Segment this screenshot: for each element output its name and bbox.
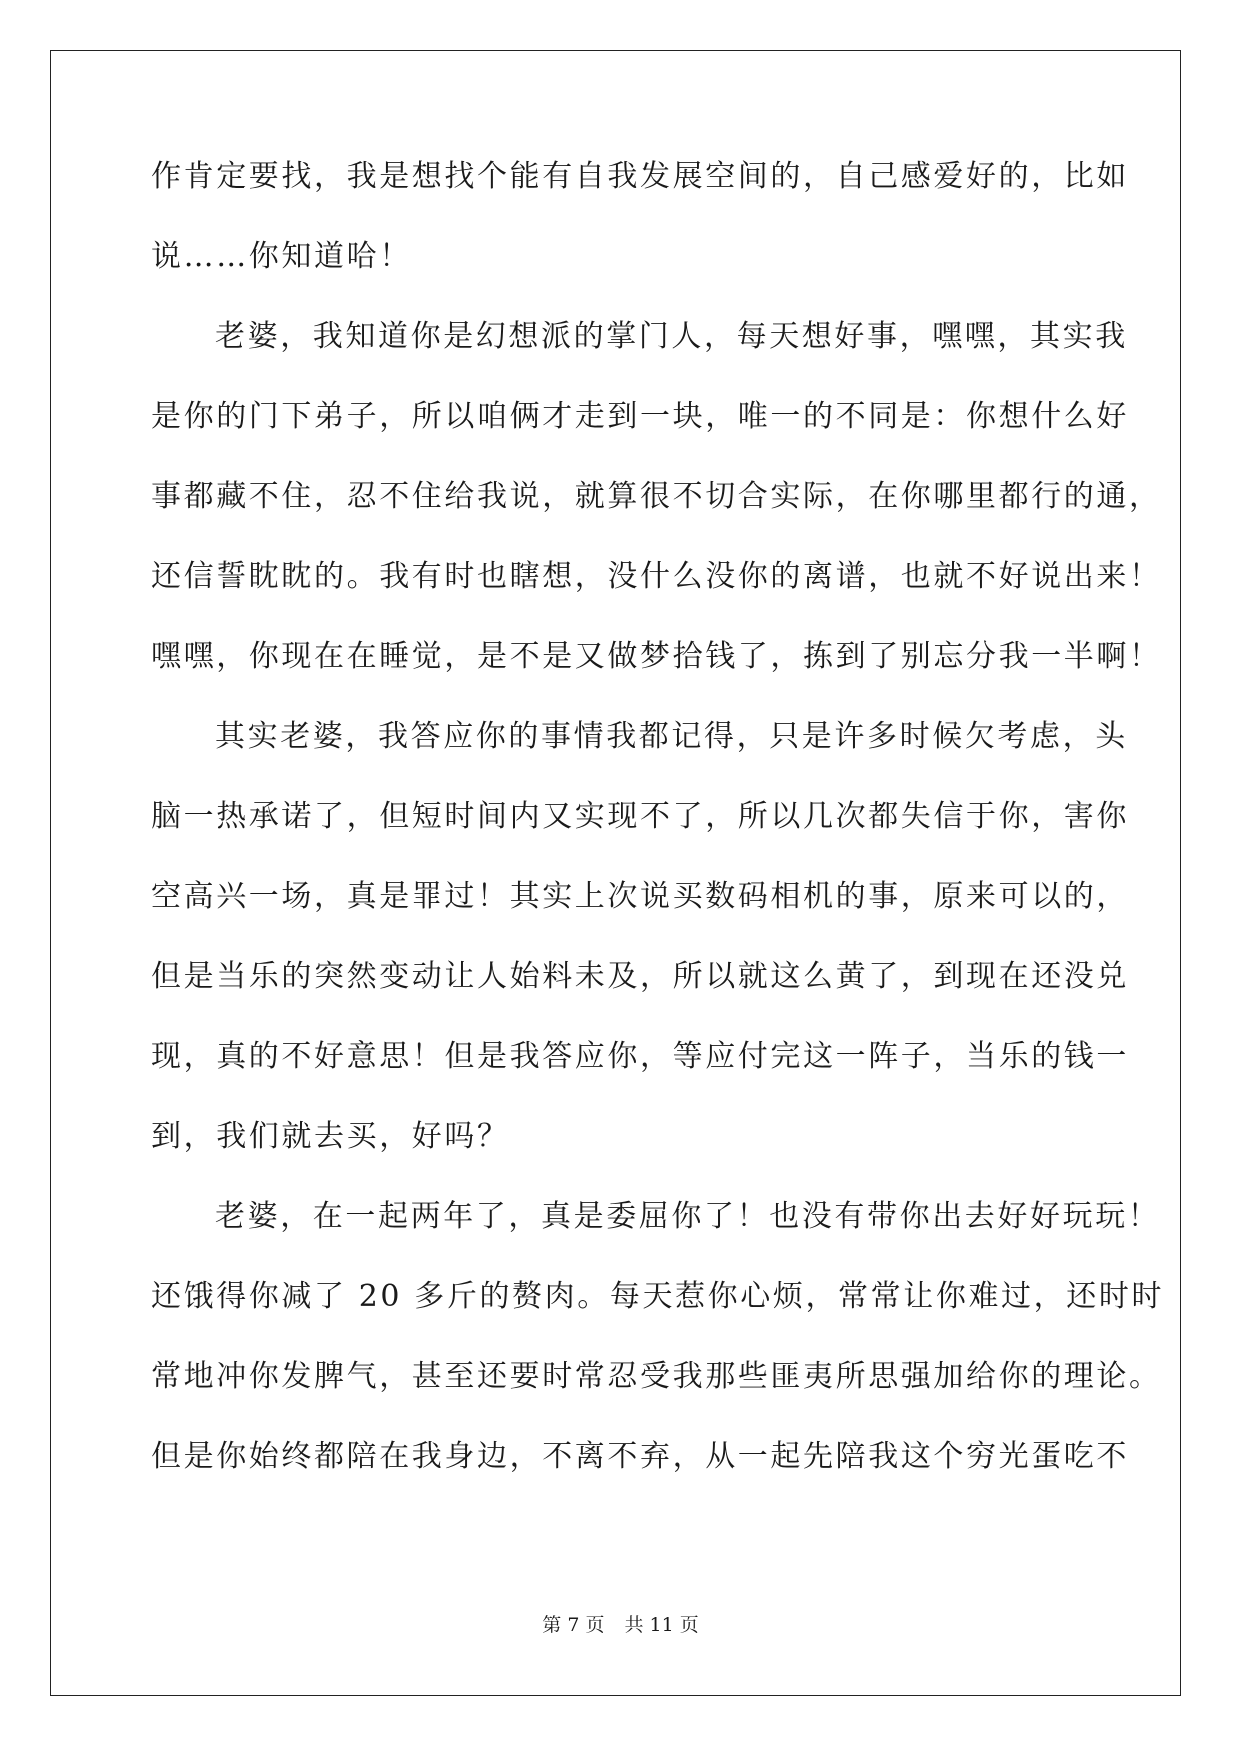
text-line: 常地冲你发脾气，甚至还要时常忍受我那些匪夷所思强加给你的理论。	[151, 1359, 1162, 1394]
text-line: 空高兴一场，真是罪过！其实上次说买数码相机的事，原来可以的，	[151, 879, 1129, 914]
text-line: 但是当乐的突然变动让人始料未及，所以就这么黄了，到现在还没兑	[151, 959, 1129, 994]
text-line: 事都藏不住，忍不住给我说，就算很不切合实际，在你哪里都行的通，	[151, 479, 1162, 514]
text-line: 是你的门下弟子，所以咱俩才走到一块，唯一的不同是：你想什么好	[151, 399, 1129, 434]
text-line: 嘿嘿，你现在在睡觉，是不是又做梦拾钱了，拣到了别忘分我一半啊！	[151, 639, 1162, 674]
text-line: 作肯定要找，我是想找个能有自我发展空间的，自己感爱好的，比如	[151, 159, 1129, 194]
page-number: 第 7 页	[542, 1614, 605, 1636]
text-line: 脑一热承诺了，但短时间内又实现不了，所以几次都失信于你，害你	[151, 799, 1129, 834]
text-line: 说……你知道哈！	[151, 239, 412, 274]
document-body	[151, 156, 1165, 1497]
text-line: 其实老婆，我答应你的事情我都记得，只是许多时候欠考虑，头	[215, 719, 1128, 754]
page-total: 共 11 页	[624, 1614, 699, 1636]
text-line: 还信誓眈眈的。我有时也瞎想，没什么没你的离谱，也就不好说出来！	[151, 559, 1162, 594]
page-footer	[0, 1610, 1241, 1637]
text-line: 现，真的不好意思！但是我答应你，等应付完这一阵子，当乐的钱一	[151, 1039, 1129, 1074]
text-line: 还饿得你减了 20 多斤的赘肉。每天惹你心烦，常常让你难过，还时时	[151, 1279, 1165, 1314]
text-line: 但是你始终都陪在我身边，不离不弃，从一起先陪我这个穷光蛋吃不	[151, 1439, 1129, 1474]
text-line: 老婆，我知道你是幻想派的掌门人，每天想好事，嘿嘿，其实我	[215, 319, 1128, 354]
text-line: 老婆，在一起两年了，真是委屈你了！也没有带你出去好好玩玩！	[215, 1199, 1161, 1234]
text-line: 到，我们就去买，好吗？	[151, 1119, 510, 1154]
